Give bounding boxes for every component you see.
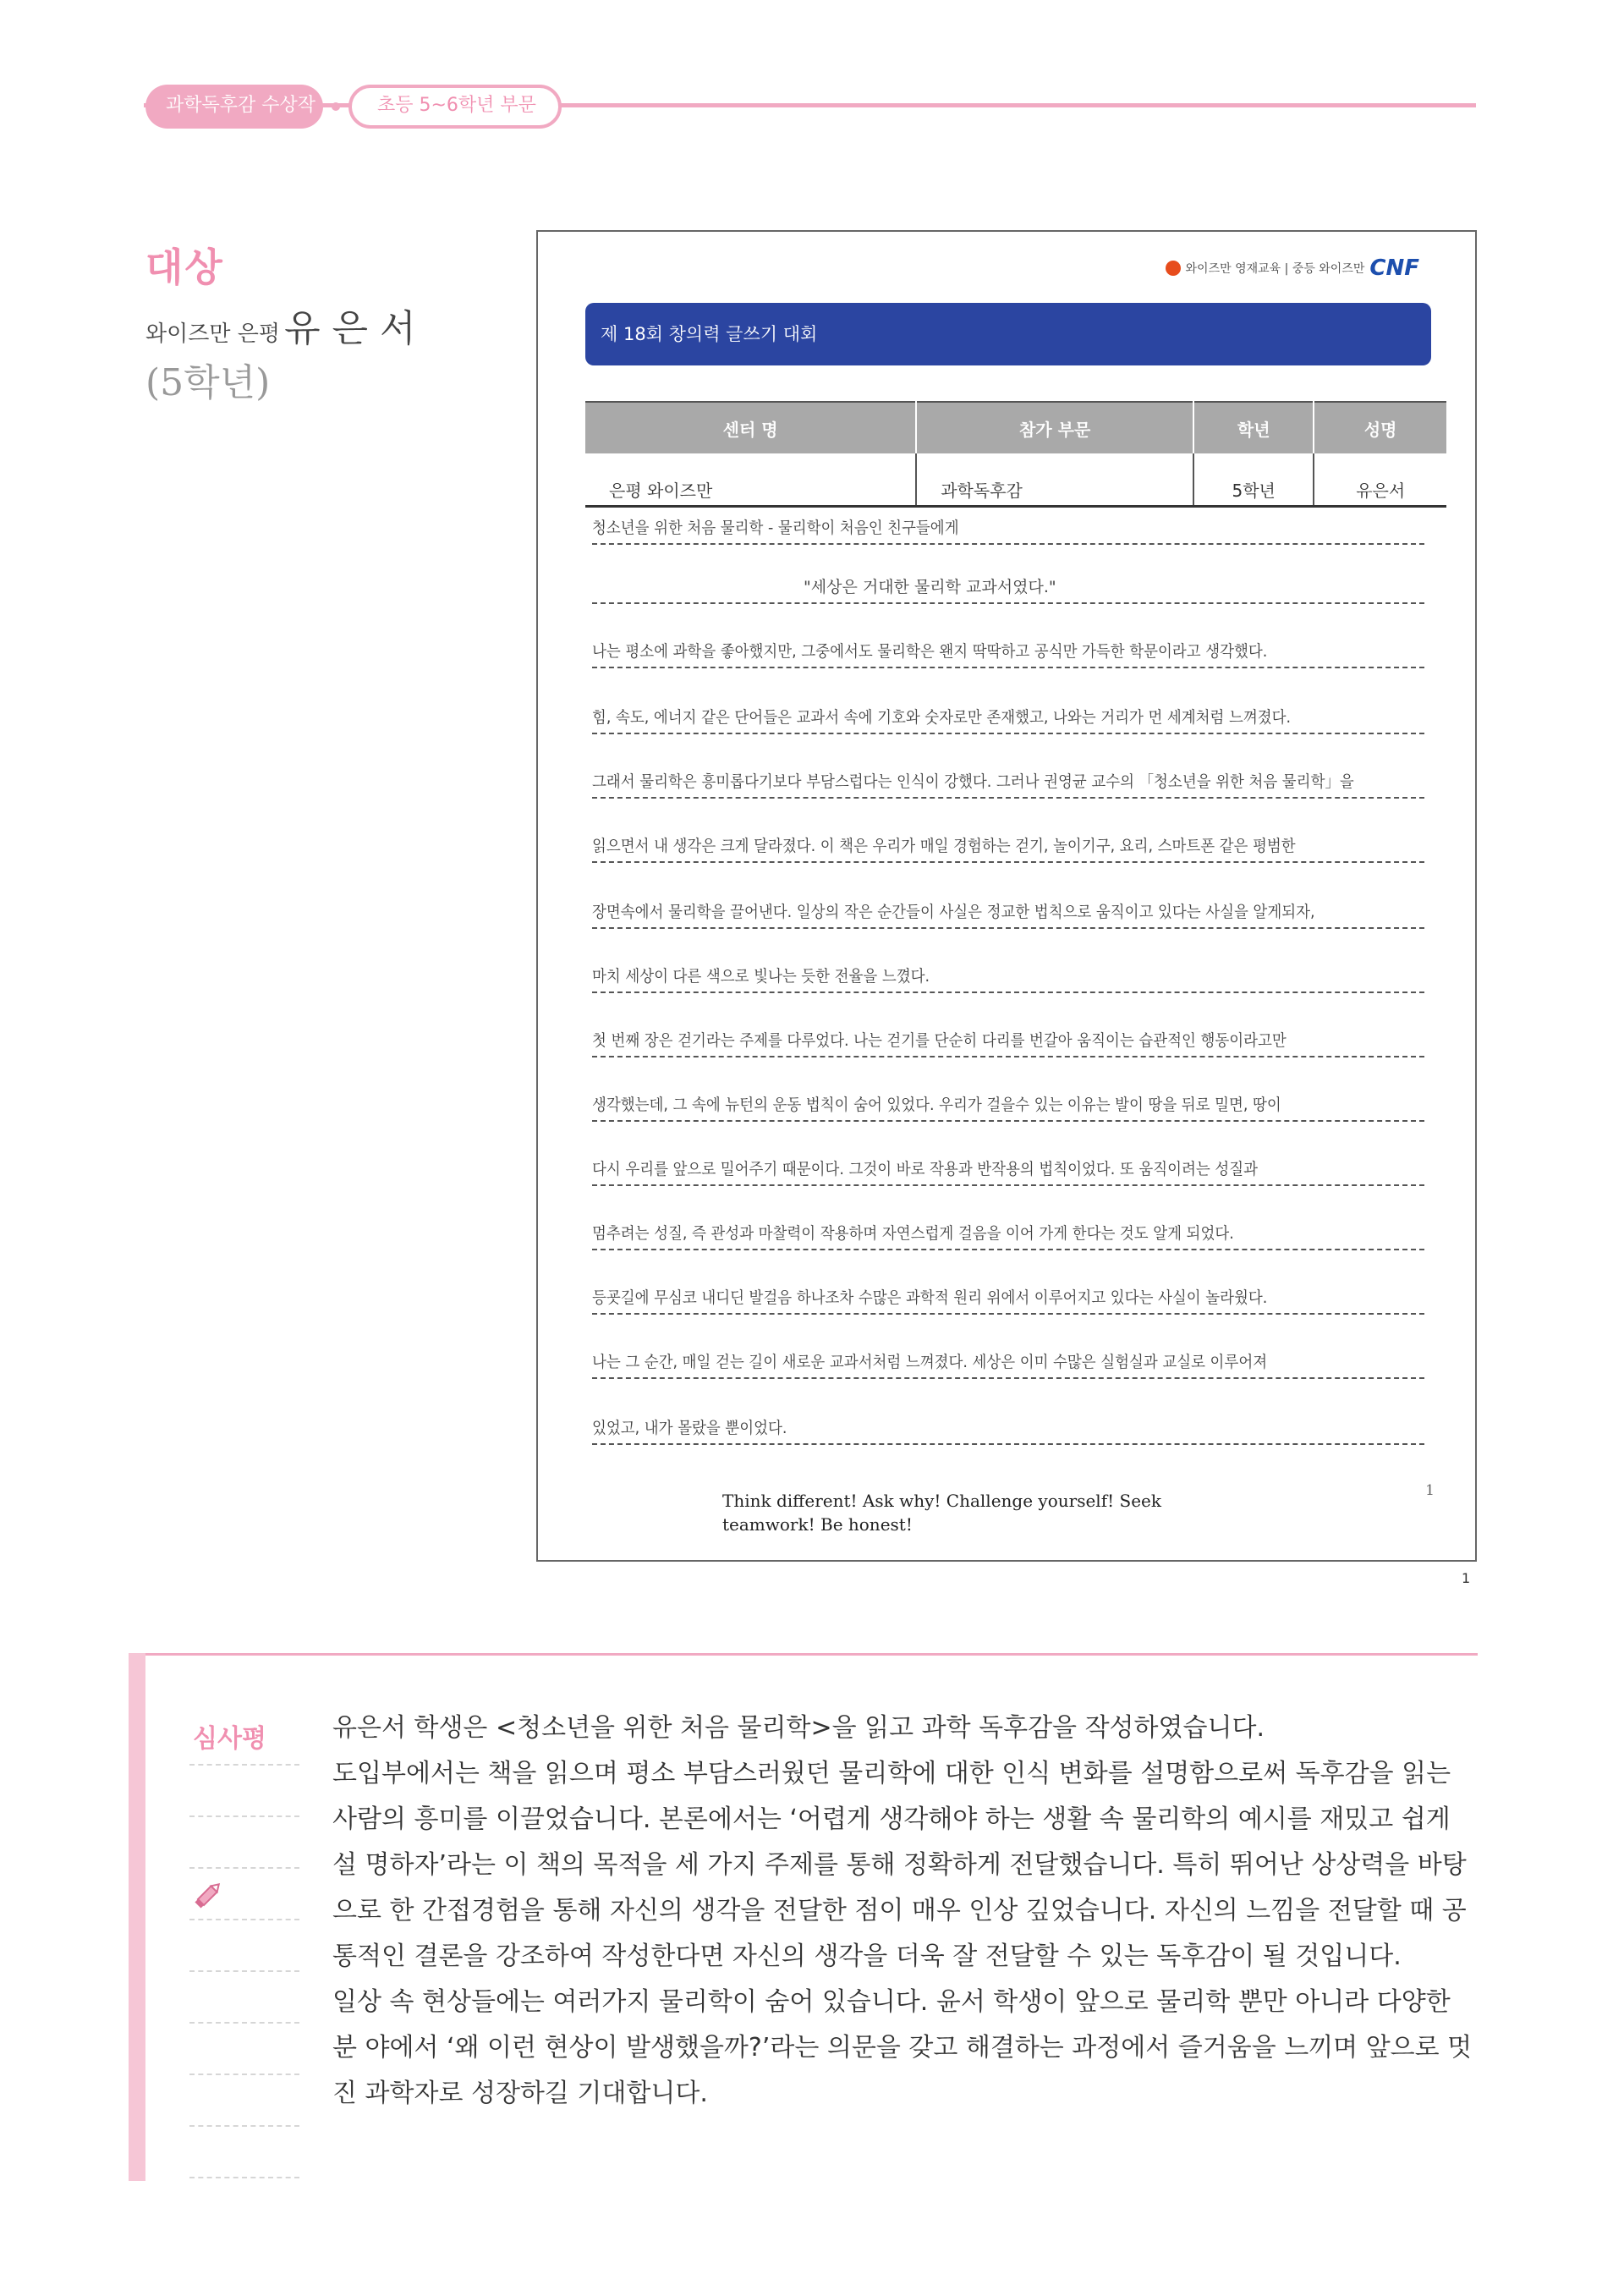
essay-line: 첫 번째 장은 걷기라는 주제를 다루었다. 나는 걷기를 단순히 다리를 번갈아 움직이는 습관적인 행동이라고만	[592, 1022, 1424, 1057]
scanned-essay	[536, 230, 1477, 1562]
division-pill: 초등 5~6학년 부문	[348, 85, 562, 129]
winner-center: 와이즈만 은평	[145, 321, 280, 347]
motto: Think different! Ask why! Challenge yourself! Seek teamwork! Be honest!	[722, 1491, 1161, 1535]
page-number: 1	[1462, 1570, 1471, 1586]
review-text	[332, 1706, 1483, 2117]
winner-name: 유 은 서	[284, 307, 416, 350]
winner-info	[145, 298, 425, 406]
review-ruled-lines	[189, 1714, 299, 2178]
essay-line: 읽으면서 내 생각은 크게 달라졌다. 이 책은 우리가 매일 경험하는 걷기, 놀이기구, 요리, 스마트폰 같은 평범한	[592, 827, 1424, 863]
essay-line: 장면속에서 물리학을 끌어낸다. 일상의 작은 순간들이 사실은 정교한 법칙으로 움직이고 있다는 사실을 알게되자,	[592, 893, 1424, 929]
entry-table	[585, 401, 1446, 508]
review-paragraph: 일상 속 현상들에는 여러가지 물리학이 숨어 있습니다. 윤서 학생이 앞으로 물리학 뿐만 아니라 다양한 분 야에서 ‘왜 이런 현상이 발생했을까?’라는 의문을 갖고 해결하는 과정에서 즐거움을 느끼며 앞으로 멋진 과학자로 성장하길 기대합니다.	[332, 1987, 1473, 2108]
logo-brand: CNF	[1369, 255, 1419, 281]
essay-line: 있었고, 내가 몰랐을 뿐이었다.	[592, 1409, 1424, 1445]
essay-line: "세상은 거대한 물리학 교과서였다."	[592, 569, 1424, 604]
essay-line: 그래서 물리학은 흥미롭다기보다 부담스럽다는 인식이 강했다. 그러나 권영균 교수의 「청소년을 위한 처음 물리학」을	[592, 763, 1424, 799]
essay-line: 생각했는데, 그 속에 뉴턴의 운동 법칙이 숨어 있었다. 우리가 걸을수 있는 이유는 발이 땅을 뒤로 밀면, 땅이	[592, 1086, 1424, 1122]
table-header: 학년	[1193, 402, 1314, 453]
table-header: 참가 부문	[916, 402, 1193, 453]
review-paragraph: 도입부에서는 책을 읽으며 평소 부담스러웠던 물리학에 대한 인식 변화를 설명함으로써 독후감을 읽는 사람의 흥미를 이끌었습니다. 본론에서는 ‘어렵게 생각해야 하는 생활 속 물리학의 예시를 재밌고 쉽게 설 명하자’라는 이 책의 목적을 세 가지 주제를 통해 정확하게 전달했습니다. 특히 뛰어난 상상력을 바탕으로 한 간접경험을 통해 자신의 생각을 전달한 점이 매우 인상 깊었습니다. 자신의 느낌을 전달할 때 공통적인 결론을 강조하여 작성한다면 자신의 생각을 더욱 잘 전달할 수 있는 독후감이 될 것입니다.	[332, 1759, 1467, 1971]
logo	[1166, 255, 1419, 281]
award-title: 대상	[145, 244, 224, 290]
essay-line: 나는 평소에 과학을 좋아했지만, 그중에서도 물리학은 왠지 딱딱하고 공식만 가득한 학문이라고 생각했다.	[592, 633, 1424, 668]
essay-line: 마치 세상이 다른 색으로 빛나는 듯한 전율을 느꼈다.	[592, 958, 1424, 993]
essay-line: 청소년을 위한 처음 물리학 - 물리학이 처음인 친구들에게	[592, 509, 1424, 545]
header-dot	[332, 102, 340, 111]
logo-mark-icon	[1166, 261, 1181, 276]
category-pill: 과학독후감 수상작	[145, 85, 323, 129]
table-cell: 5학년	[1193, 453, 1314, 507]
logo-text: 와이즈만 영재교육 | 중등 와이즈만	[1185, 262, 1365, 276]
review-paragraph: 유은서 학생은 <청소년을 위한 처음 물리학>을 읽고 과학 독후감을 작성하였습니다.	[332, 1713, 1265, 1743]
essay-line: 다시 우리를 앞으로 밀어주기 때문이다. 그것이 바로 작용과 반작용의 법칙이었다. 또 움직이려는 성질과	[592, 1151, 1424, 1186]
inner-page-number: 1	[1425, 1482, 1435, 1499]
table-cell: 은평 와이즈만	[585, 453, 916, 507]
essay-line: 등굣길에 무심코 내디딘 발걸음 하나조차 수많은 과학적 원리 위에서 이루어지고 있다는 사실이 놀라웠다.	[592, 1279, 1424, 1315]
table-header: 센터 명	[585, 402, 916, 453]
winner-grade: (5학년)	[145, 361, 271, 404]
essay-line: 힘, 속도, 에너지 같은 단어들은 교과서 속에 기호와 숫자로만 존재했고, 나와는 거리가 먼 세계처럼 느껴졌다.	[592, 699, 1424, 734]
essay-line: 멈추려는 성질, 즉 관성과 마찰력이 작용하며 자연스럽게 걸음을 이어 가게 한다는 것도 알게 되었다.	[592, 1215, 1424, 1250]
table-header: 성명	[1314, 402, 1446, 453]
contest-banner: 제 18회 창의력 글쓰기 대회	[585, 303, 1431, 365]
review-label: 심사평	[193, 1724, 266, 1754]
pencil-icon	[191, 1878, 225, 1915]
review-top-rule	[145, 1653, 1478, 1656]
essay-line: 나는 그 순간, 매일 걷는 길이 새로운 교과서처럼 느껴졌다. 세상은 이미 수많은 실험실과 교실로 이루어져	[592, 1343, 1424, 1379]
table-cell: 유은서	[1314, 453, 1446, 507]
review-side-bar	[129, 1653, 145, 2181]
table-cell: 과학독후감	[916, 453, 1193, 507]
header-rule	[144, 103, 1476, 107]
